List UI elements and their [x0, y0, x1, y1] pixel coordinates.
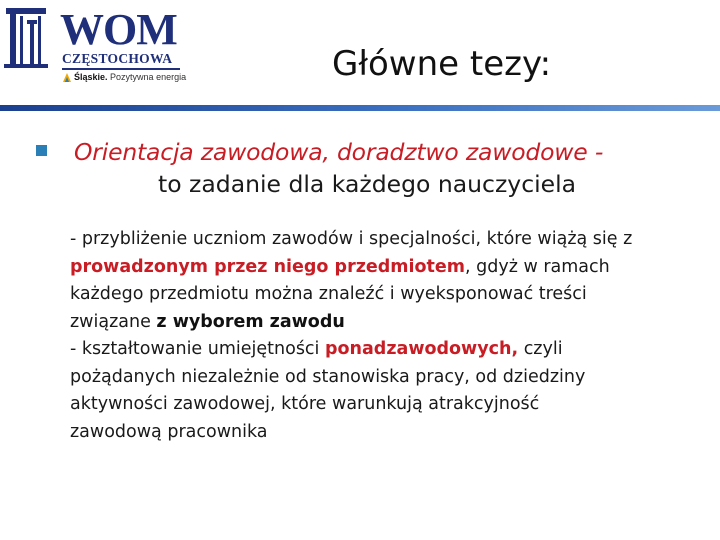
logo-wom-text: WOM — [60, 5, 177, 54]
body-line-2-rest: , gdyż w ramach — [465, 256, 610, 277]
slaskie-mark-icon — [62, 72, 72, 83]
body-line-1: - przybliżenie uczniom zawodów i specjalności, które wiążą się z — [70, 229, 633, 249]
body-line-5 — [70, 336, 710, 364]
tower-logo-icon — [2, 6, 54, 70]
bullet-heading-black: to zadanie dla każdego nauczyciela — [158, 170, 577, 198]
body-line-4 — [70, 309, 710, 337]
logo-underline — [62, 68, 180, 70]
wom-logo — [2, 6, 192, 84]
body-line-7: aktywności zawodowej, które warunkują atrakcyjność — [70, 394, 540, 414]
logo-region-line — [74, 72, 186, 82]
emphasis-transversal: ponadzawodowych, — [324, 339, 519, 359]
bullet-heading-red: Orientacja zawodowa, doradztwo zawodowe - — [74, 138, 604, 166]
body-line-5-rest: czyli — [518, 339, 563, 359]
body-line-6: pożądanych niezależnie od stanowiska pracy, od dziedziny — [70, 366, 586, 387]
emphasis-career-choice: z wyborem zawodu — [156, 311, 345, 332]
logo-tagline: Pozytywna energia — [110, 72, 187, 82]
logo-city-text: CZĘSTOCHOWA — [62, 51, 173, 66]
logo-region: Śląskie. — [74, 72, 108, 82]
body-line-8: zawodową pracownika — [70, 421, 268, 442]
title-divider — [0, 103, 720, 113]
body-line-4-start: związane — [70, 311, 157, 332]
body-paragraph — [70, 226, 710, 446]
body-line-5-start: - kształtowanie umiejętności — [70, 339, 325, 359]
slide-title: Główne tezy: — [332, 44, 552, 84]
body-line-2 — [70, 254, 710, 282]
body-line-3: każdego przedmiotu można znaleźć i wyeksponować treści — [70, 284, 587, 304]
square-bullet-icon — [36, 145, 47, 156]
emphasis-subject: prowadzonym przez niego przedmiotem — [70, 256, 466, 277]
